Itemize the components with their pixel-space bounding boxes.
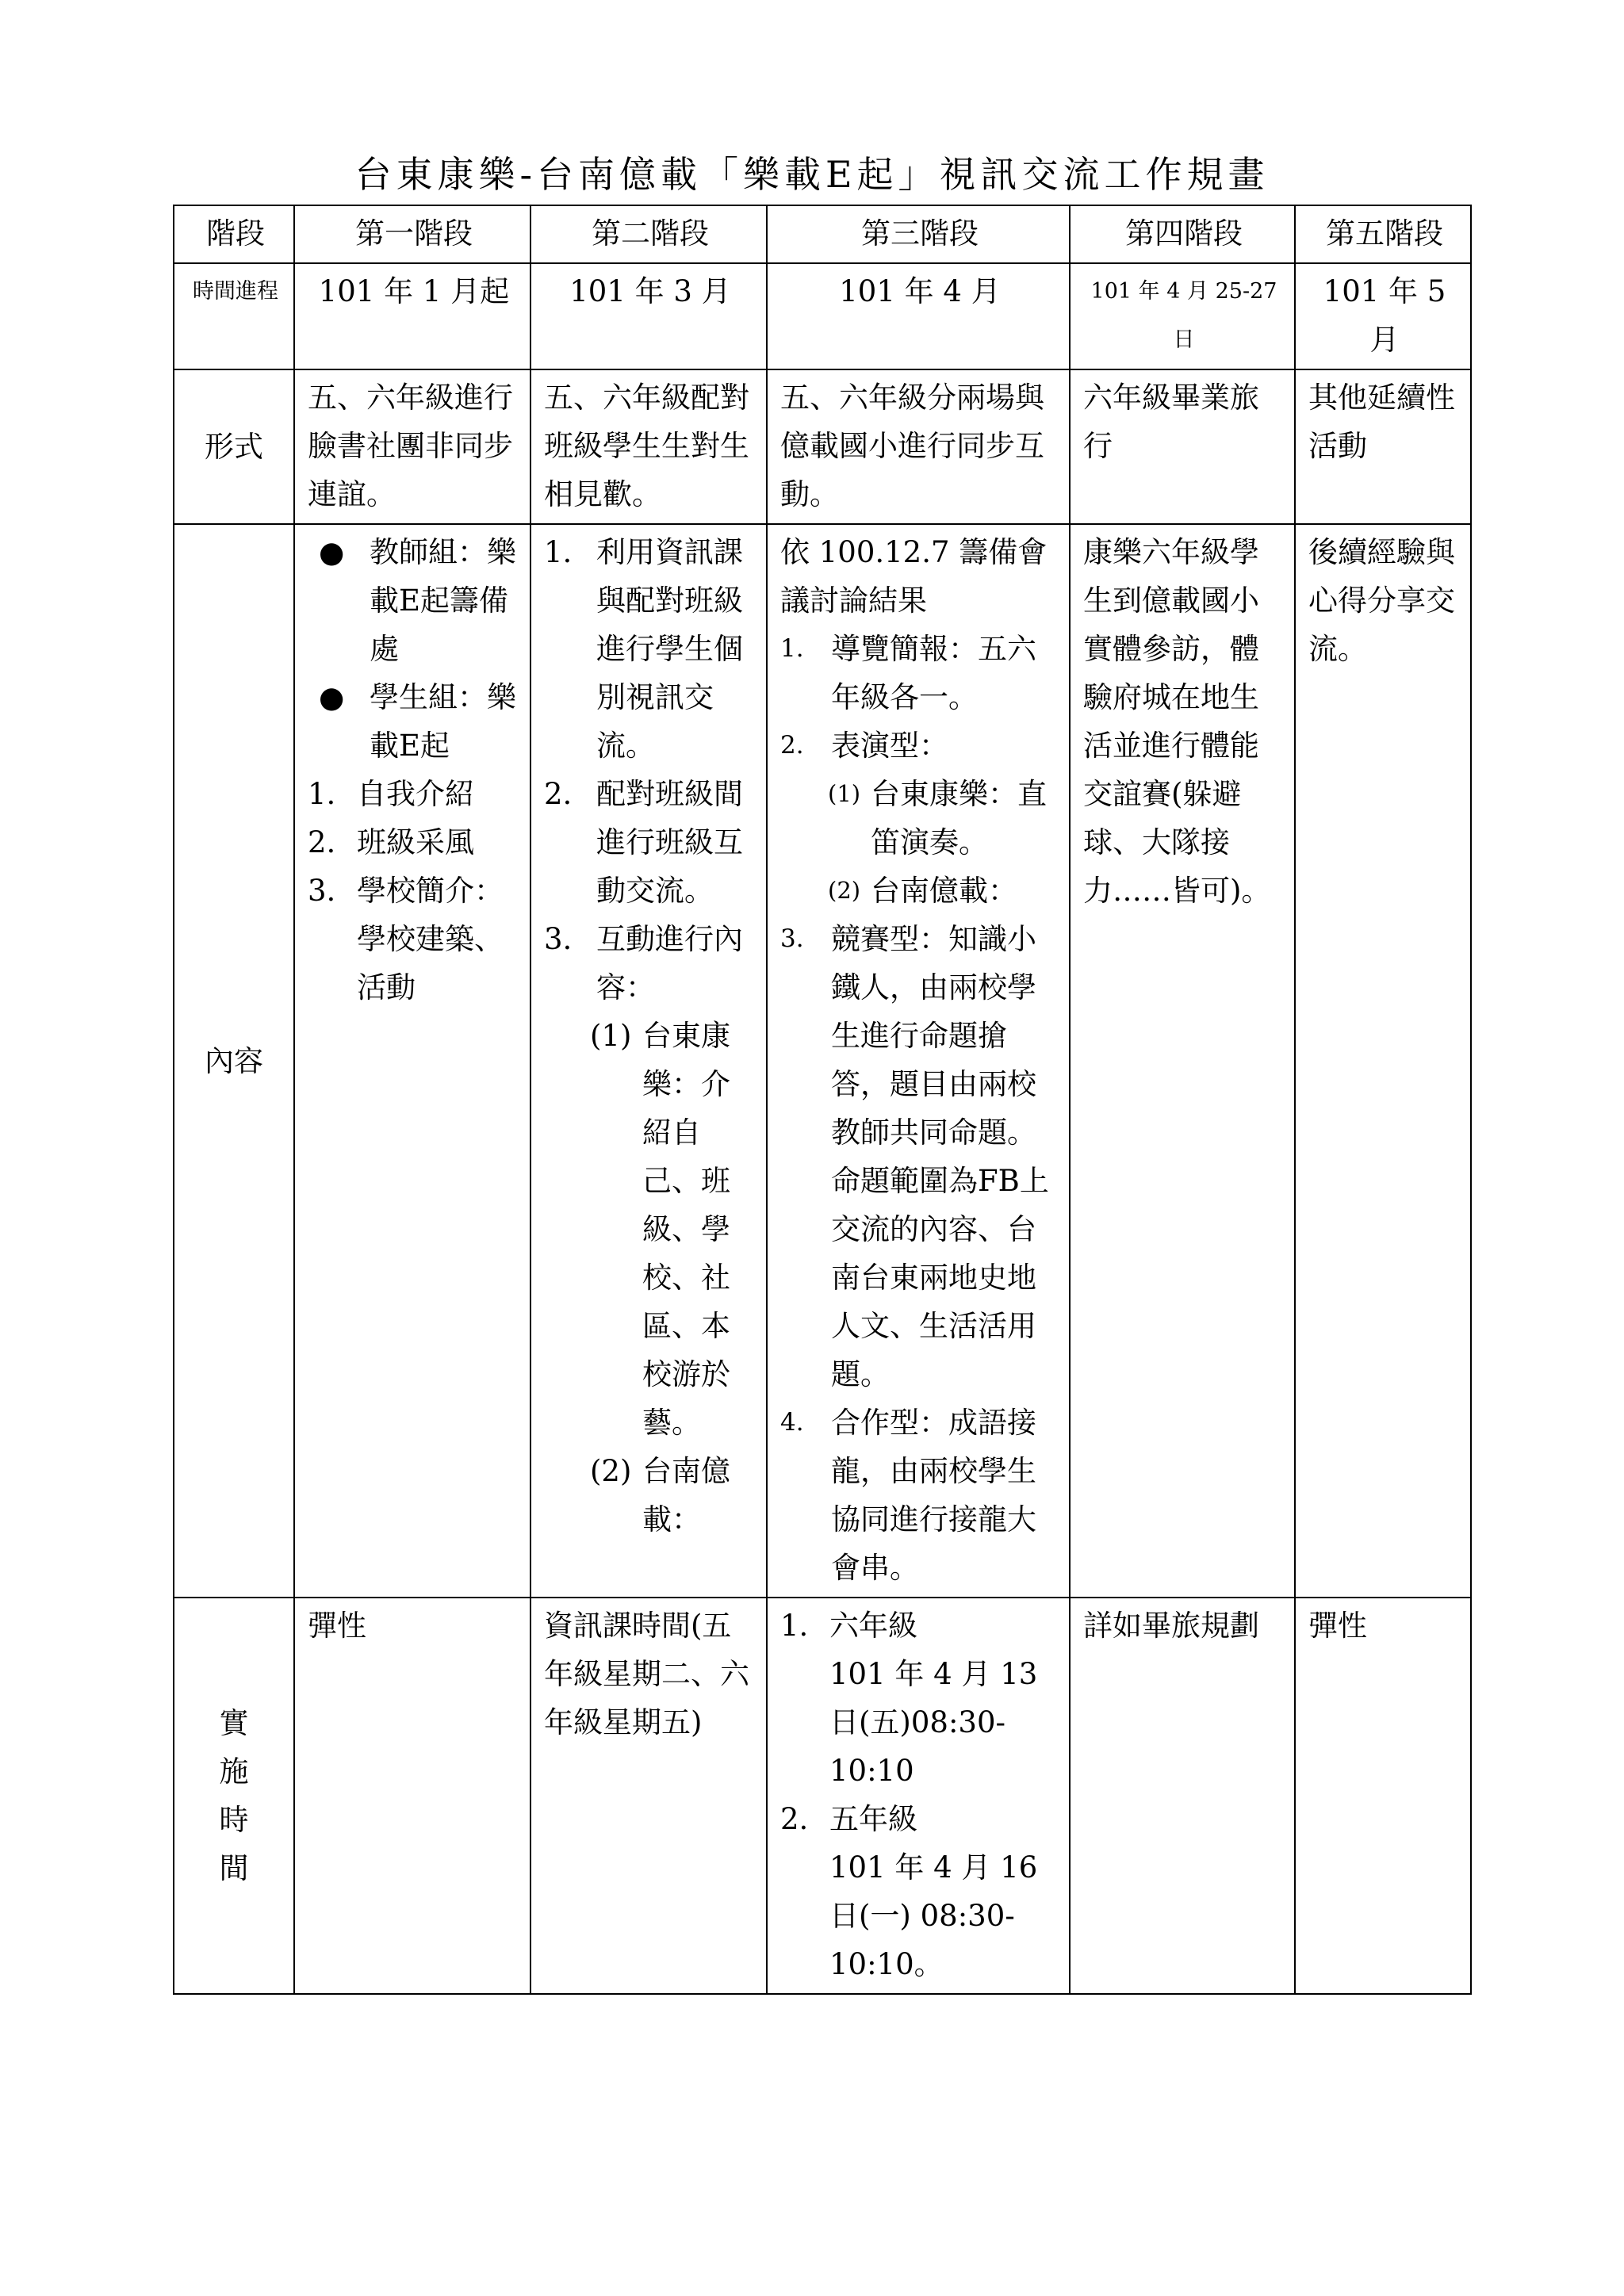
list-item: 1. 自我介紹	[308, 777, 474, 811]
list-item: 3. 競賽型：知識小鐵人，由兩校學生進行命題搶答，題目由兩校教師共同命題。命題範圍為FB上交流的內容、台南台東兩地史地人文、生活活用題。	[780, 922, 1049, 1391]
stage-2-header: 第二階段	[530, 205, 767, 263]
stage-header-row	[174, 205, 1471, 263]
stage-3-content	[767, 524, 1070, 1598]
stage-4-content: 康樂六年級學生到億載國小實體參訪，體驗府城在地生活並進行體能交誼賽(躲避球、大隊接力……皆可)。	[1070, 524, 1295, 1598]
work-plan-table	[173, 205, 1472, 1995]
stage-header-label: 階段	[174, 205, 294, 263]
list-item: 3. 學校簡介：學校建築、活動	[308, 874, 504, 1004]
list-item: (1) 台東康樂：直笛演奏。	[828, 777, 1047, 859]
list-item: ● 學生組：樂載E起	[308, 673, 520, 770]
stage-2-form: 五、六年級配對班級學生生對生相見歡。	[530, 369, 767, 524]
list-item: 3. 互動進行內容：	[544, 922, 743, 1004]
implementation-row	[174, 1598, 1471, 1994]
stage-5-implementation: 彈性	[1295, 1598, 1471, 1994]
stage-4-header: 第四階段	[1070, 205, 1295, 263]
stage-1-header: 第一階段	[294, 205, 530, 263]
stage-5-time: 101 年 5 月	[1295, 263, 1471, 369]
stage-5-content: 後續經驗與心得分享交流。	[1295, 524, 1471, 1598]
stage-3-form: 五、六年級分兩場與億載國小進行同步互動。	[767, 369, 1070, 524]
list-item: 1. 導覽簡報：五六年級各一。	[780, 632, 1036, 714]
list-item: 1. 六年級 101 年 4 月 13 日(五)08:30-10:10	[780, 1609, 1038, 1788]
stage-4-form: 六年級畢業旅行	[1070, 369, 1295, 524]
list-item: (1) 台東康樂：介紹自己、班級、學校、社區、本校游於藝。	[590, 1019, 730, 1440]
content-label: 內容	[174, 524, 294, 1598]
stage-5-header: 第五階段	[1295, 205, 1471, 263]
stage-3-implementation	[767, 1598, 1070, 1994]
list-item: (2) 台南億載：	[828, 874, 1017, 908]
timeline-label: 時間進程	[174, 263, 294, 369]
form-row	[174, 369, 1471, 524]
form-label: 形式	[174, 369, 294, 524]
list-item: 2. 五年級 101 年 4 月 16 日(一) 08:30-10:10。	[780, 1802, 1038, 1981]
list-item: ● 教師組：樂載E起籌備處	[308, 528, 520, 673]
stage-3-header: 第三階段	[767, 205, 1070, 263]
content-row	[174, 524, 1471, 1598]
list-item: 2. 班級采風	[308, 825, 474, 859]
bullet-icon: ●	[319, 535, 345, 569]
stage-4-implementation: 詳如畢旅規劃	[1070, 1598, 1295, 1994]
stage-5-form: 其他延續性活動	[1295, 369, 1471, 524]
list-item: 2. 表演型：	[780, 729, 948, 763]
implementation-label: 實施時間	[174, 1598, 294, 1994]
stage-1-form: 五、六年級進行臉書社團非同步連誼。	[294, 369, 530, 524]
stage-2-time: 101 年 3 月	[530, 263, 767, 369]
bullet-icon: ●	[319, 680, 345, 714]
list-item: 2. 配對班級間進行班級互動交流。	[544, 777, 743, 908]
stage-3-intro: 依 100.12.7 籌備會議討論結果	[780, 535, 1048, 618]
stage-1-implementation: 彈性	[294, 1598, 530, 1994]
list-item: 4. 合作型：成語接龍，由兩校學生協同進行接龍大會串。	[780, 1406, 1036, 1585]
list-item: 1. 利用資訊課與配對班級進行學生個別視訊交流。	[544, 535, 743, 763]
stage-1-time: 101 年 1 月起	[294, 263, 530, 369]
page-title: 台東康樂-台南億載「樂載E起」視訊交流工作規畫	[354, 153, 1270, 196]
stage-1-content	[294, 524, 530, 1598]
stage-3-time: 101 年 4 月	[767, 263, 1070, 369]
list-item: (2) 台南億載：	[590, 1454, 730, 1536]
stage-2-implementation: 資訊課時間(五年級星期二、六年級星期五)	[530, 1598, 767, 1994]
timeline-row	[174, 263, 1471, 369]
stage-2-content	[530, 524, 767, 1598]
stage-4-time: 101 年 4 月 25-27 日	[1070, 263, 1295, 369]
